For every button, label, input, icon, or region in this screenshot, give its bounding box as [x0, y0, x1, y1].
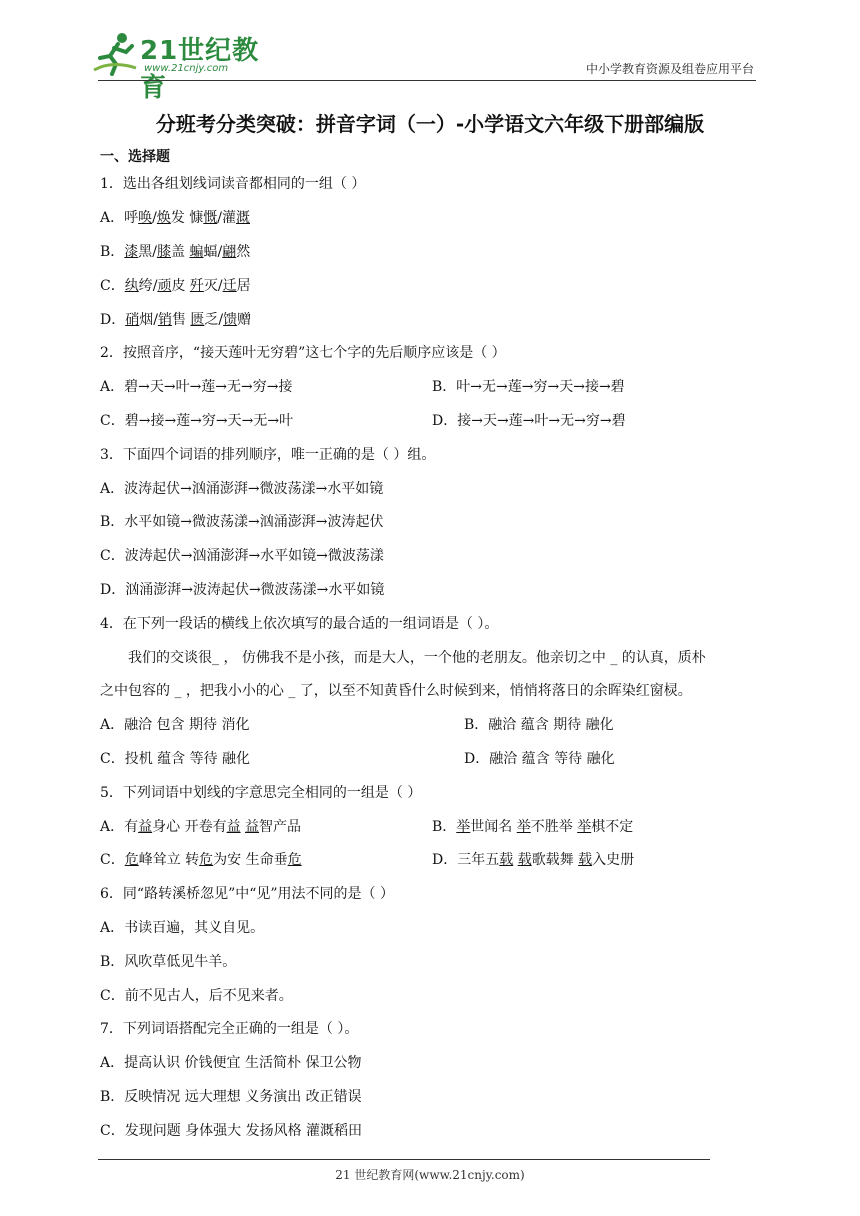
- text: 身心 开卷有: [152, 819, 227, 835]
- question-5-option-b[interactable]: [432, 817, 633, 837]
- question-4-stem: 4．在下列一段话的横线上依次填写的最合适的一组词语是（ ）。: [100, 616, 499, 632]
- question-7-option-b[interactable]: B．反映情况 远大理想 义务演出 改正错误: [100, 1089, 362, 1105]
- text: 灌: [222, 210, 237, 226]
- question-4-option-a[interactable]: A．融洽 包含 期待 消化: [100, 717, 250, 733]
- question-6-option-c[interactable]: C．前不见古人，后不见来者。: [100, 988, 293, 1004]
- question-3-stem: 3．下面四个词语的排列顺序，唯一正确的是（ ）组。: [100, 447, 436, 463]
- text: A．呼: [100, 210, 139, 226]
- underlined-char: 危: [124, 852, 139, 868]
- underlined-char: 蝙: [189, 244, 204, 260]
- question-7-option-a[interactable]: A．提高认识 价钱便宜 生活简朴 保卫公物: [100, 1055, 362, 1071]
- page-title: 分班考分类突破：拼音字词（一）-小学语文六年级下册部编版: [155, 112, 705, 136]
- text: 峰耸立 转: [138, 852, 200, 868]
- text: 歌载舞: [531, 852, 579, 868]
- question-4-passage-line-2: 之中包容的 _ ，把我小小的心 _ 了，以至不知黄昏什么时候到来，悄悄将落日的余晖染红窗棂。: [100, 683, 692, 699]
- question-4-option-d[interactable]: D．融洽 蕴含 等待 融化: [464, 751, 615, 767]
- question-7-option-c[interactable]: C．发现问题 身体强大 发扬风格 灌溉稻田: [100, 1123, 363, 1139]
- question-7-stem: 7．下列词语搭配完全正确的一组是（ ）。: [100, 1021, 359, 1037]
- underlined-char: 匮: [190, 312, 205, 328]
- platform-name: 中小学教育资源及组卷应用平台: [585, 62, 754, 76]
- question-1-option-b[interactable]: [100, 242, 250, 262]
- question-5-option-c[interactable]: [100, 850, 302, 870]
- text: B．: [100, 244, 125, 260]
- question-1-option-d[interactable]: [100, 310, 251, 330]
- text: 世闻名: [470, 819, 517, 835]
- logo-url: www.21cnjy.com: [144, 63, 229, 74]
- question-6-option-a[interactable]: A．书读百遍，其义自见。: [100, 920, 265, 936]
- question-1-option-a[interactable]: [100, 208, 250, 228]
- underlined-char: 纨: [124, 278, 139, 294]
- underlined-char: 益: [226, 819, 241, 835]
- underlined-char: 举: [516, 819, 531, 835]
- text: 赠: [237, 312, 252, 328]
- text: D．: [100, 312, 126, 328]
- logo: [92, 30, 262, 103]
- question-1-stem: 1．选出各组划线词读音都相同的一组（ ）: [100, 176, 366, 192]
- question-5-option-d[interactable]: [432, 850, 634, 870]
- text: 烟/: [139, 312, 158, 328]
- question-2-option-c[interactable]: C．碧→接→莲→穷→天→无→叶: [100, 413, 294, 429]
- text: C．: [100, 278, 125, 294]
- question-4-option-c[interactable]: C．投机 蕴含 等待 融化: [100, 751, 251, 767]
- underlined-char: 益: [245, 819, 260, 835]
- underlined-char: 顽: [157, 278, 172, 294]
- underlined-char: 危: [287, 852, 302, 868]
- text: 售: [171, 312, 191, 328]
- text: C．: [100, 852, 125, 868]
- underlined-char: 迁: [222, 278, 237, 294]
- underlined-char: 益: [138, 819, 153, 835]
- question-6-option-b[interactable]: B．风吹草低见牛羊。: [100, 954, 237, 970]
- underlined-char: 举: [456, 819, 471, 835]
- text: 盖: [171, 244, 190, 260]
- text: 居: [236, 278, 251, 294]
- text: 入史册: [592, 852, 635, 868]
- text: 黑/: [138, 244, 158, 260]
- question-2-option-a[interactable]: A．碧→天→叶→莲→无→穷→接: [100, 379, 293, 395]
- text: 发 慷: [170, 210, 204, 226]
- text: 灭/: [203, 278, 223, 294]
- text: 乏/: [204, 312, 224, 328]
- underlined-char: 漆: [124, 244, 139, 260]
- question-2-option-d[interactable]: D．接→天→莲→叶→无→穷→碧: [432, 413, 626, 429]
- footer-divider: [98, 1159, 710, 1160]
- underlined-char: 销: [157, 312, 172, 328]
- underlined-char: 举: [577, 819, 592, 835]
- runner-logo-icon: [92, 30, 138, 76]
- question-2-option-b[interactable]: B．叶→无→莲→穷→天→接→碧: [432, 379, 625, 395]
- text: D．三年五: [432, 852, 500, 868]
- underlined-char: 唤: [138, 210, 153, 226]
- text: B．: [432, 819, 457, 835]
- underlined-char: 慨: [203, 210, 218, 226]
- page-header: [0, 0, 860, 103]
- underlined-char: 载: [578, 852, 593, 868]
- text: 绔/: [138, 278, 158, 294]
- question-5-option-a[interactable]: [100, 817, 301, 837]
- text: A．有: [100, 819, 139, 835]
- question-4-option-b[interactable]: B．融洽 蕴含 期待 融化: [464, 717, 614, 733]
- logo-text: 21世纪教育: [140, 36, 260, 103]
- underlined-char: 歼: [189, 278, 204, 294]
- question-3-option-d[interactable]: D．汹涌澎湃→波涛起伏→微波荡漾→水平如镜: [100, 582, 385, 598]
- text: 棋不定: [591, 819, 634, 835]
- underlined-char: 焕: [156, 210, 171, 226]
- text: 为安 生命垂: [213, 852, 288, 868]
- underlined-char: 载: [499, 852, 514, 868]
- text: 皮: [171, 278, 190, 294]
- text: /: [152, 210, 157, 226]
- header-divider: [98, 80, 756, 81]
- question-6-stem: 6．同“路转溪桥忽见”中“见”用法不同的是（ ）: [100, 886, 394, 902]
- underlined-char: 膝: [157, 244, 172, 260]
- section-heading: 一、选择题: [100, 149, 170, 165]
- question-3-option-b[interactable]: B．水平如镜→微波荡漾→汹涌澎湃→波涛起伏: [100, 514, 384, 530]
- underlined-char: 载: [517, 852, 532, 868]
- underlined-char: 硝: [125, 312, 140, 328]
- underlined-char: 馈: [223, 312, 238, 328]
- underlined-char: 翩: [222, 244, 237, 260]
- question-5-stem: 5．下列词语中划线的字意思完全相同的一组是（ ）: [100, 785, 422, 801]
- question-1-option-c[interactable]: [100, 276, 251, 296]
- text: 蝠/: [203, 244, 223, 260]
- text: 不胜举: [530, 819, 578, 835]
- question-2-stem: 2．按照音序，“接天莲叶无穷碧”这七个字的先后顺序应该是（ ）: [100, 345, 506, 361]
- underlined-char: 溉: [236, 210, 251, 226]
- text: 然: [236, 244, 251, 260]
- text: /: [217, 210, 223, 226]
- question-3-option-a[interactable]: A．波涛起伏→汹涌澎湃→微波荡漾→水平如镜: [100, 481, 384, 497]
- page-footer: 21 世纪教育网(www.21cnjy.com): [335, 1168, 525, 1182]
- question-3-option-c[interactable]: C．波涛起伏→汹涌澎湃→水平如镜→微波荡漾: [100, 548, 384, 564]
- underlined-char: 危: [199, 852, 214, 868]
- question-4-passage-line-1: 我们的交谈很_ ， 仿佛我不是小孩，而是大人，一个他的老朋友。他亲切之中 _ 的认真，质朴: [128, 650, 706, 666]
- text: 智产品: [259, 819, 302, 835]
